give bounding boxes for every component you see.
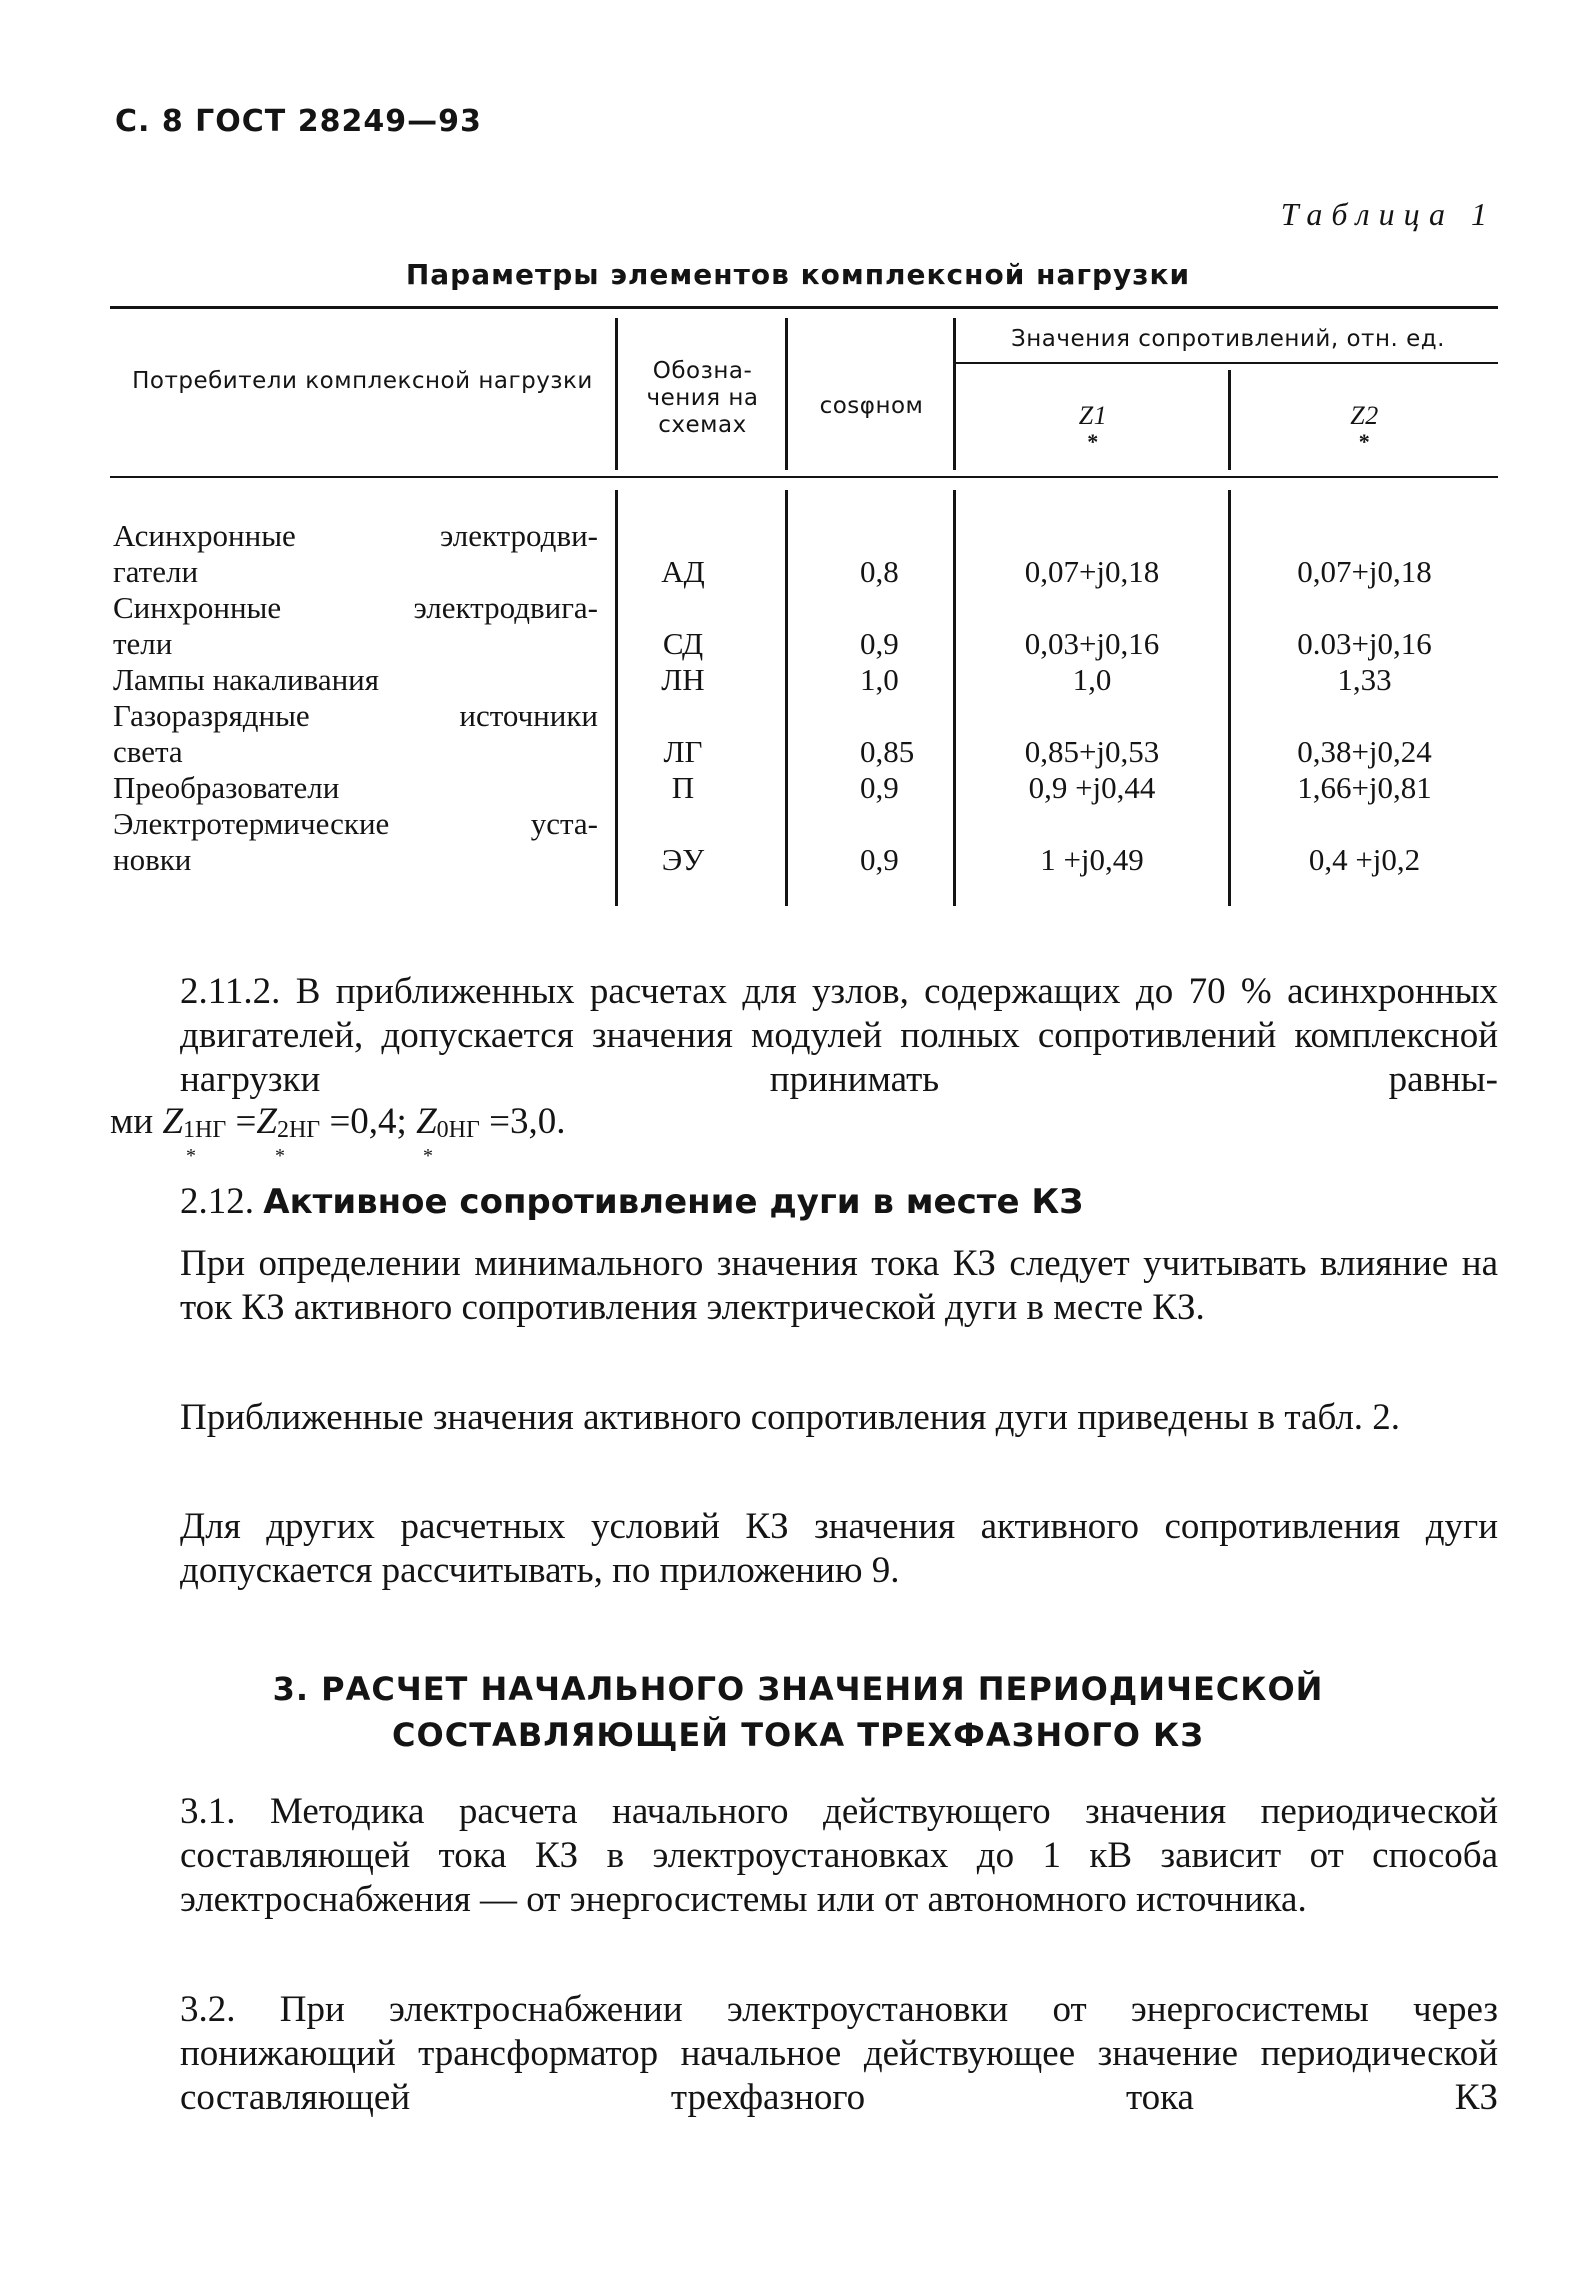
table-title: Параметры элементов комплексной нагрузки bbox=[405, 258, 1191, 291]
paragraph-2-12-1: При определении минимального значения тока КЗ следует учитывать влияние на ток КЗ активного сопротивления электрической дуги в месте КЗ. bbox=[180, 1243, 1498, 1328]
table-col-divider bbox=[785, 318, 788, 470]
table-cell-z1: 1,0 bbox=[1072, 662, 1112, 697]
table-cell-consumer: Лампы накаливания bbox=[113, 662, 380, 697]
table-cell-consumer: Асинхронные электродви- bbox=[113, 518, 598, 553]
table-cell-consumer: Газоразрядные источники bbox=[113, 698, 598, 733]
table-cell-z2: 0,38+j0,24 bbox=[1297, 734, 1432, 769]
section-heading-2-12: 2.12. Активное сопротивление дуги в месте КЗ bbox=[180, 1181, 1084, 1222]
table-label: Таблица 1 bbox=[1280, 196, 1496, 232]
table-header-resistance-group: Значения сопротивлений, отн. ед. bbox=[1011, 326, 1445, 352]
table-cell-z1: 1 +j0,49 bbox=[1040, 842, 1144, 877]
table-cell-z2: 0,07+j0,18 bbox=[1297, 554, 1432, 589]
table-header-designation: Обозна- чения на схемах bbox=[646, 358, 759, 438]
table-cell-cos: 1,0 bbox=[860, 662, 899, 697]
table-group-rule bbox=[955, 362, 1498, 364]
table-cell-cos: 0,85 bbox=[860, 734, 915, 769]
table-cell-code: СД bbox=[662, 626, 704, 661]
paragraph-2-12-2: Приближенные значения активного сопротивления дуги приведены в табл. 2. bbox=[180, 1397, 1401, 1438]
formula-star: * bbox=[423, 1145, 433, 1167]
formula-star: * bbox=[275, 1145, 285, 1167]
formula-line: ми Z1НГ =Z2НГ =0,4; Z0НГ =3,0. bbox=[110, 1101, 566, 1143]
paragraph-3-2: 3.2. При электроснабжении электроустановки от энергосистемы через понижающий трансформатор начальное действующее значение периодической составляющей трехфазного тока КЗ bbox=[180, 1989, 1498, 2118]
table-cell-code: ЛН bbox=[661, 662, 705, 697]
table-cell-z1: 0,07+j0,18 bbox=[1024, 554, 1160, 589]
formula-star: * bbox=[186, 1145, 196, 1167]
table-header-z2-star: * bbox=[1358, 429, 1371, 454]
table-cell-code: ЭУ bbox=[661, 842, 705, 877]
table-cell-cos: 0,9 bbox=[860, 626, 899, 661]
table-col-divider bbox=[953, 318, 956, 470]
table-cell-z2: 0,4 +j0,2 bbox=[1308, 842, 1421, 877]
table-cell-z1: 0,9 +j0,44 bbox=[1028, 770, 1156, 805]
table-cell-consumer: Электротермические уста- bbox=[113, 806, 598, 841]
table-col-divider bbox=[615, 318, 618, 470]
table-cell-code: АД bbox=[661, 554, 705, 589]
table-cell-consumer: Преобразователи bbox=[113, 770, 340, 805]
table-header-rule bbox=[110, 476, 1498, 478]
paragraph-3-1: 3.1. Методика расчета начального действующего значения периодической составляющей тока КЗ в электроустановках до 1 кВ зависит от способа электроснабжения — от энергосистемы или от автономного источника. bbox=[180, 1791, 1498, 1920]
table-cell-consumer: новки bbox=[113, 842, 192, 877]
table-cell-z1: 0,85+j0,53 bbox=[1024, 734, 1160, 769]
table-cell-consumer: гатели bbox=[113, 554, 199, 589]
table-cell-z2: 1,66+j0,81 bbox=[1297, 770, 1432, 805]
table-cell-z1: 0,03+j0,16 bbox=[1024, 626, 1160, 661]
table-cell-code: П bbox=[671, 770, 695, 805]
table-cell-cos: 0,8 bbox=[860, 554, 899, 589]
table-header-consumers: Потребители комплексной нагрузки bbox=[132, 368, 593, 394]
table-header-z1-star: * bbox=[1087, 429, 1099, 454]
table-cell-cos: 0,9 bbox=[860, 842, 899, 877]
table-cell-code: ЛГ bbox=[663, 734, 703, 769]
table-header-z2: Z2 bbox=[1350, 401, 1379, 430]
paragraph-2-11-2: 2.11.2. В приближенных расчетах для узлов, содержащих до 70 % асинхронных двигателей, допускается значения модулей полных сопротивлений комплексной нагрузки принимать равны- bbox=[180, 971, 1498, 1100]
table-top-rule bbox=[110, 306, 1498, 309]
page-header: С. 8 ГОСТ 28249—93 bbox=[115, 104, 482, 139]
table-header-cos: cosφном bbox=[819, 393, 924, 419]
section-heading-3: 3. РАСЧЕТ НАЧАЛЬНОГО ЗНАЧЕНИЯ ПЕРИОДИЧЕСКОЙ СОСТАВЛЯЮЩЕЙ ТОКА ТРЕХФАЗНОГО КЗ bbox=[272, 1670, 1324, 1754]
paragraph-2-12-3: Для других расчетных условий КЗ значения активного сопротивления дуги допускается рассчитывать, по приложению 9. bbox=[180, 1506, 1498, 1591]
table-cell-cos: 0,9 bbox=[860, 770, 899, 805]
table-cell-consumer: света bbox=[113, 734, 183, 769]
table-cell-consumer: Синхронные электродвига- bbox=[113, 590, 598, 625]
table-cell-z2: 0.03+j0,16 bbox=[1297, 626, 1432, 661]
table-cell-consumer: тели bbox=[113, 626, 173, 661]
table-cell-z2: 1,33 bbox=[1337, 662, 1392, 697]
table-header-z1: Z1 bbox=[1078, 401, 1108, 430]
